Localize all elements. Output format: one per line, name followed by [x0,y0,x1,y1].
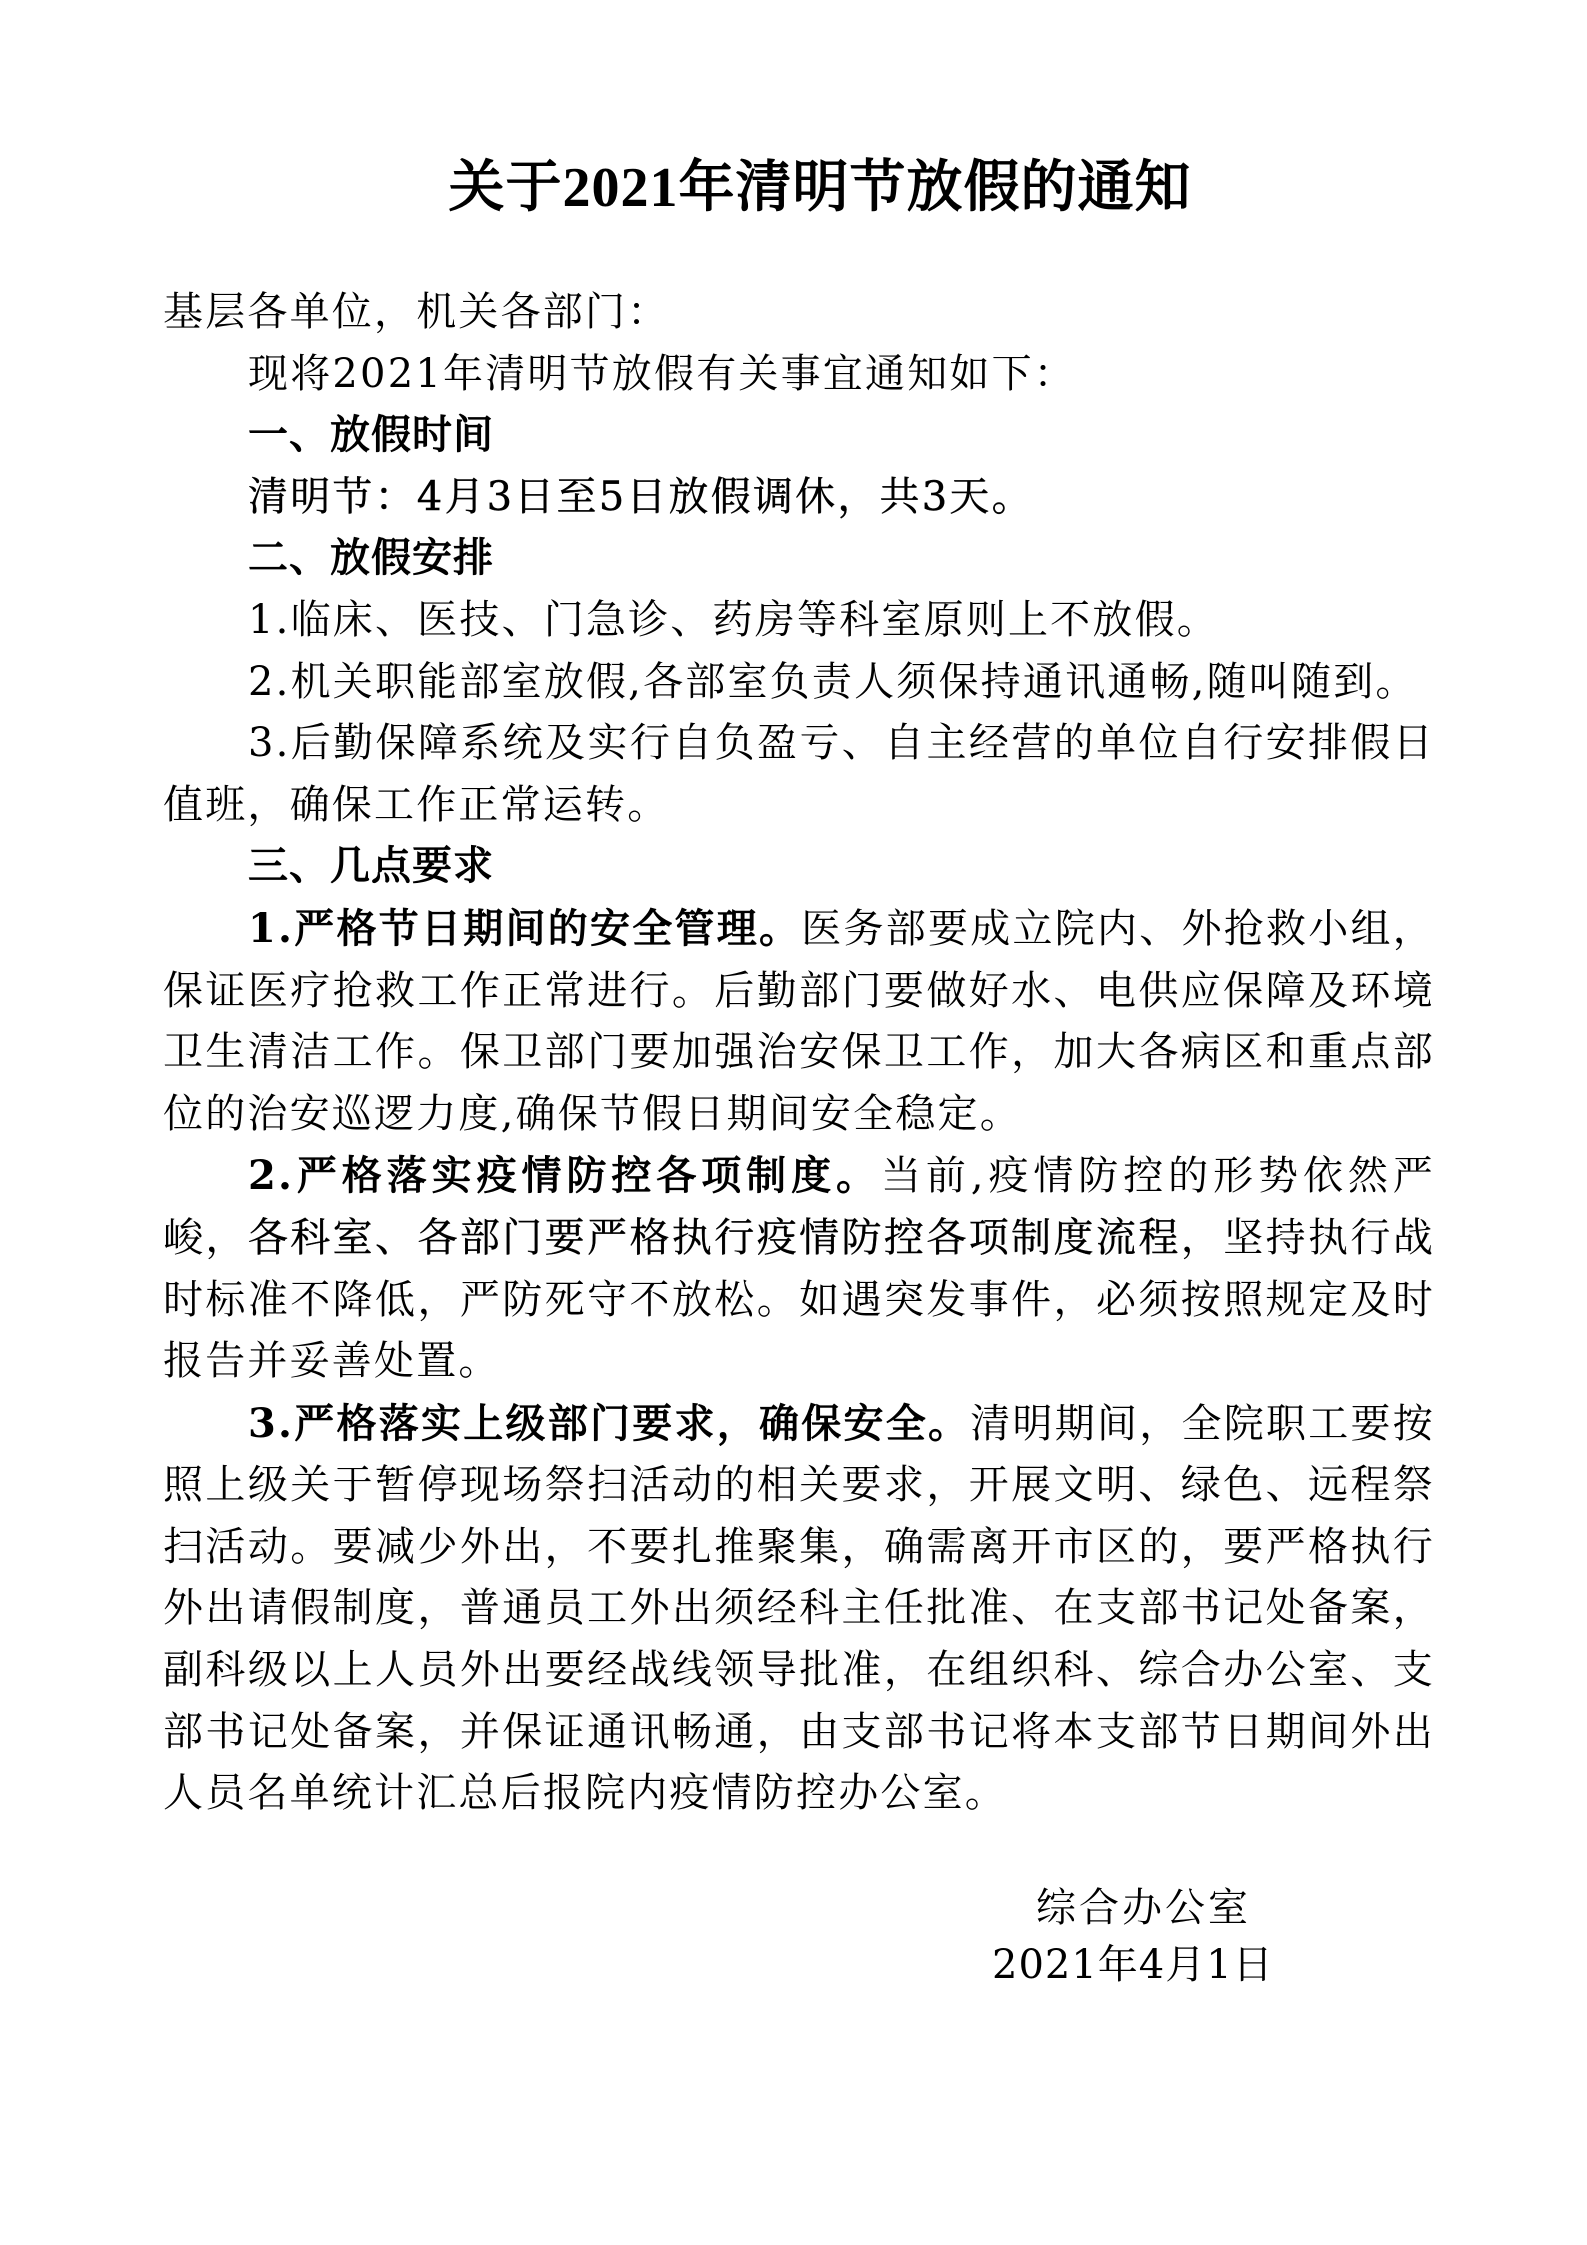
document-body [163,282,1435,1825]
section-heading-requirements: 三、几点要求 [248,843,494,890]
requirement-text: 清明期间，全院职工要按照上级关于暂停现场祭扫活动的相关要求，开展文明、绿色、远程祭扫活动。要减少外出，不要扎推聚集，确需离开市区的，要严格执行外出请假制度，普通员工外出须经科主任批准、在支部书记处备案，副科级以上人员外出要经战线领导批准，在组织科、综合办公室、支部书记处备案，并保证通讯畅通，由支部书记将本支部节日期间外出人员名单统计汇总后报院内疫情防控办公室。 [163,1400,1435,1817]
requirement-lead: 3.严格落实上级部门要求，确保安全。 [248,1399,971,1447]
requirement-item [163,898,1435,1145]
requirement-item [163,1393,1435,1825]
requirement-text: ，坚持执行战时标准不降低，严防死守不放松。如遇突发事件，必须按照规定及时报告并妥善处置。 [163,1214,1436,1385]
requirement-lead: 1.严格节日期间的安全管理。 [248,904,802,952]
section-heading-holiday-time: 一、放假时间 [248,412,494,459]
arrangement-item: 3.后勤保障系统及实行自负盈亏、自主经营的单位自行安排假日值班，确保工作正常运转。 [163,720,1435,828]
requirement-emphasis: 各科室、各部门要严格执行疫情防控各项制度流程 [247,1214,1181,1261]
requirement-lead: 2.严格落实疫情防控各项制度。 [248,1152,881,1200]
requirement-text: 当前,疫情防控的形势依然严峻， [163,1153,1435,1261]
arrangement-item: 1.临床、医技、门急诊、药房等科室原则上不放假。 [248,596,1219,643]
holiday-time-content: 清明节：4月3日至5日放假调休，共3天。 [248,473,1034,520]
document-title: 关于2021年清明节放假的通知 [448,157,1192,219]
signature-organization: 综合办公室 [1036,1885,1251,1931]
requirement-item [163,1145,1435,1392]
intro-paragraph: 现将2021年清明节放假有关事宜通知如下： [248,350,1076,397]
signature-date: 2021年4月1日 [992,1942,1274,1988]
section-heading-arrangement: 二、放假安排 [248,535,494,582]
salutation: 基层各单位，机关各部门： [163,289,670,335]
arrangement-item: 2.机关职能部室放假,各部室负责人须保持通讯通畅,随叫随到。 [248,658,1418,705]
requirement-text: 医务部要成立院内、外抢救小组，保证医疗抢救工作正常进行。后勤部门要做好水、电供应保障及环境卫生清洁工作。保卫部门要加强治安保卫工作，加大各病区和重点部位的治安巡逻力度,确保节假日期间安全稳定。 [163,905,1435,1137]
